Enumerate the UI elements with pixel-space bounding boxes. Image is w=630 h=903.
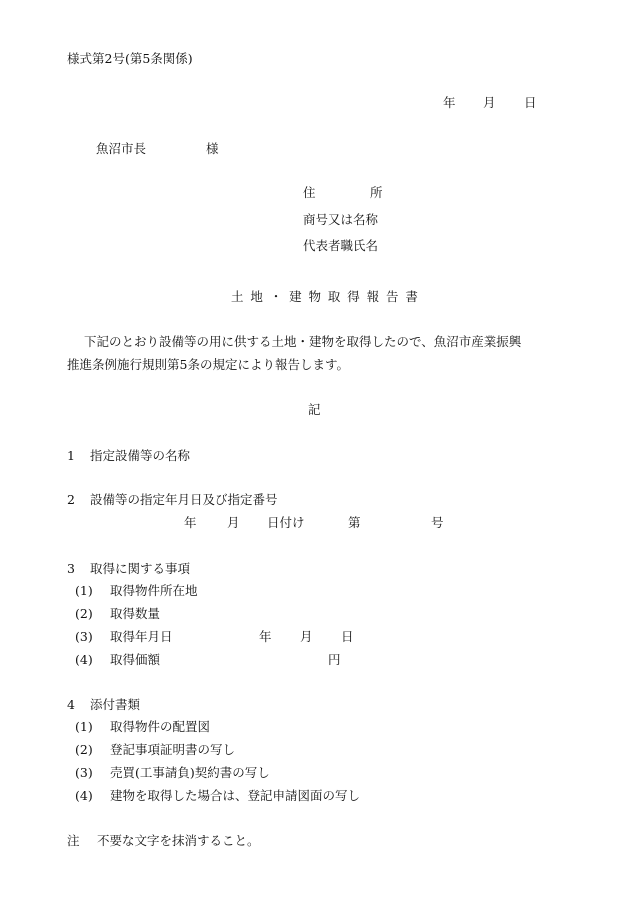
section-2-dai: 第 (348, 515, 361, 530)
section-2-number: 2 (67, 492, 75, 507)
section-4-item-label: 建物を取得した場合は、登記申請図面の写し (110, 788, 361, 803)
section-4-item-label: 売買(工事請負)契約書の写し (110, 765, 270, 780)
section-4-item-number: (4) (75, 788, 93, 803)
form-number: 様式第2号(第5条関係) (67, 51, 193, 66)
applicant-representative-label: 代表者職氏名 (303, 238, 379, 253)
section-1-label: 指定設備等の名称 (90, 448, 191, 463)
section-4-item-number: (3) (75, 765, 93, 780)
section-3-yen: 円 (328, 652, 341, 667)
section-4-label: 添付書類 (90, 697, 141, 712)
section-3-date-year: 年 (259, 629, 272, 644)
section-2-go: 号 (431, 515, 444, 530)
section-1-number: 1 (67, 448, 75, 463)
note-label: 注 (67, 833, 80, 848)
date-month-label: 月 (483, 95, 496, 110)
section-3-item-number: (3) (75, 629, 93, 644)
section-3-number: 3 (67, 561, 75, 576)
addressee-name: 魚沼市長 (96, 141, 147, 156)
section-3-label: 取得に関する事項 (90, 561, 191, 576)
section-3-item-number: (1) (75, 583, 93, 598)
section-4-item-label: 取得物件の配置図 (110, 719, 211, 734)
section-3-item-number: (2) (75, 606, 93, 621)
document-title: 土地・建物取得報告書 (231, 289, 425, 304)
section-3-item-number: (4) (75, 652, 93, 667)
section-2-year: 年 (184, 515, 197, 530)
section-3-item-label: 取得物件所在地 (110, 583, 198, 598)
section-4-number: 4 (67, 697, 75, 712)
date-day-label: 日 (524, 95, 537, 110)
section-4-item-number: (1) (75, 719, 93, 734)
section-2-dated: 日付け (267, 515, 305, 530)
section-4-item-label: 登記事項証明書の写し (110, 742, 236, 757)
section-3-item-label: 取得数量 (110, 606, 161, 621)
applicant-address-label-1: 住 (303, 185, 316, 200)
note-text: 不要な文字を抹消すること。 (97, 833, 260, 848)
applicant-address-label-2: 所 (370, 185, 383, 200)
section-3-item-label: 取得年月日 (110, 629, 173, 644)
body-text-line-1: 下記のとおり設備等の用に供する土地・建物を取得したので、魚沼市産業振興 (84, 334, 522, 349)
section-3-item-label: 取得価額 (110, 652, 161, 667)
body-text-line-2: 推進条例施行規則第5条の規定により報告します。 (67, 357, 349, 372)
date-year-label: 年 (443, 95, 456, 110)
applicant-company-label: 商号又は名称 (303, 212, 379, 227)
ki-heading: 記 (308, 402, 321, 417)
section-3-date-month: 月 (300, 629, 313, 644)
addressee-honorific: 様 (206, 141, 219, 156)
section-4-item-number: (2) (75, 742, 93, 757)
section-3-date-day: 日 (341, 629, 354, 644)
section-2-month: 月 (227, 515, 240, 530)
section-2-label: 設備等の指定年月日及び指定番号 (90, 492, 278, 507)
